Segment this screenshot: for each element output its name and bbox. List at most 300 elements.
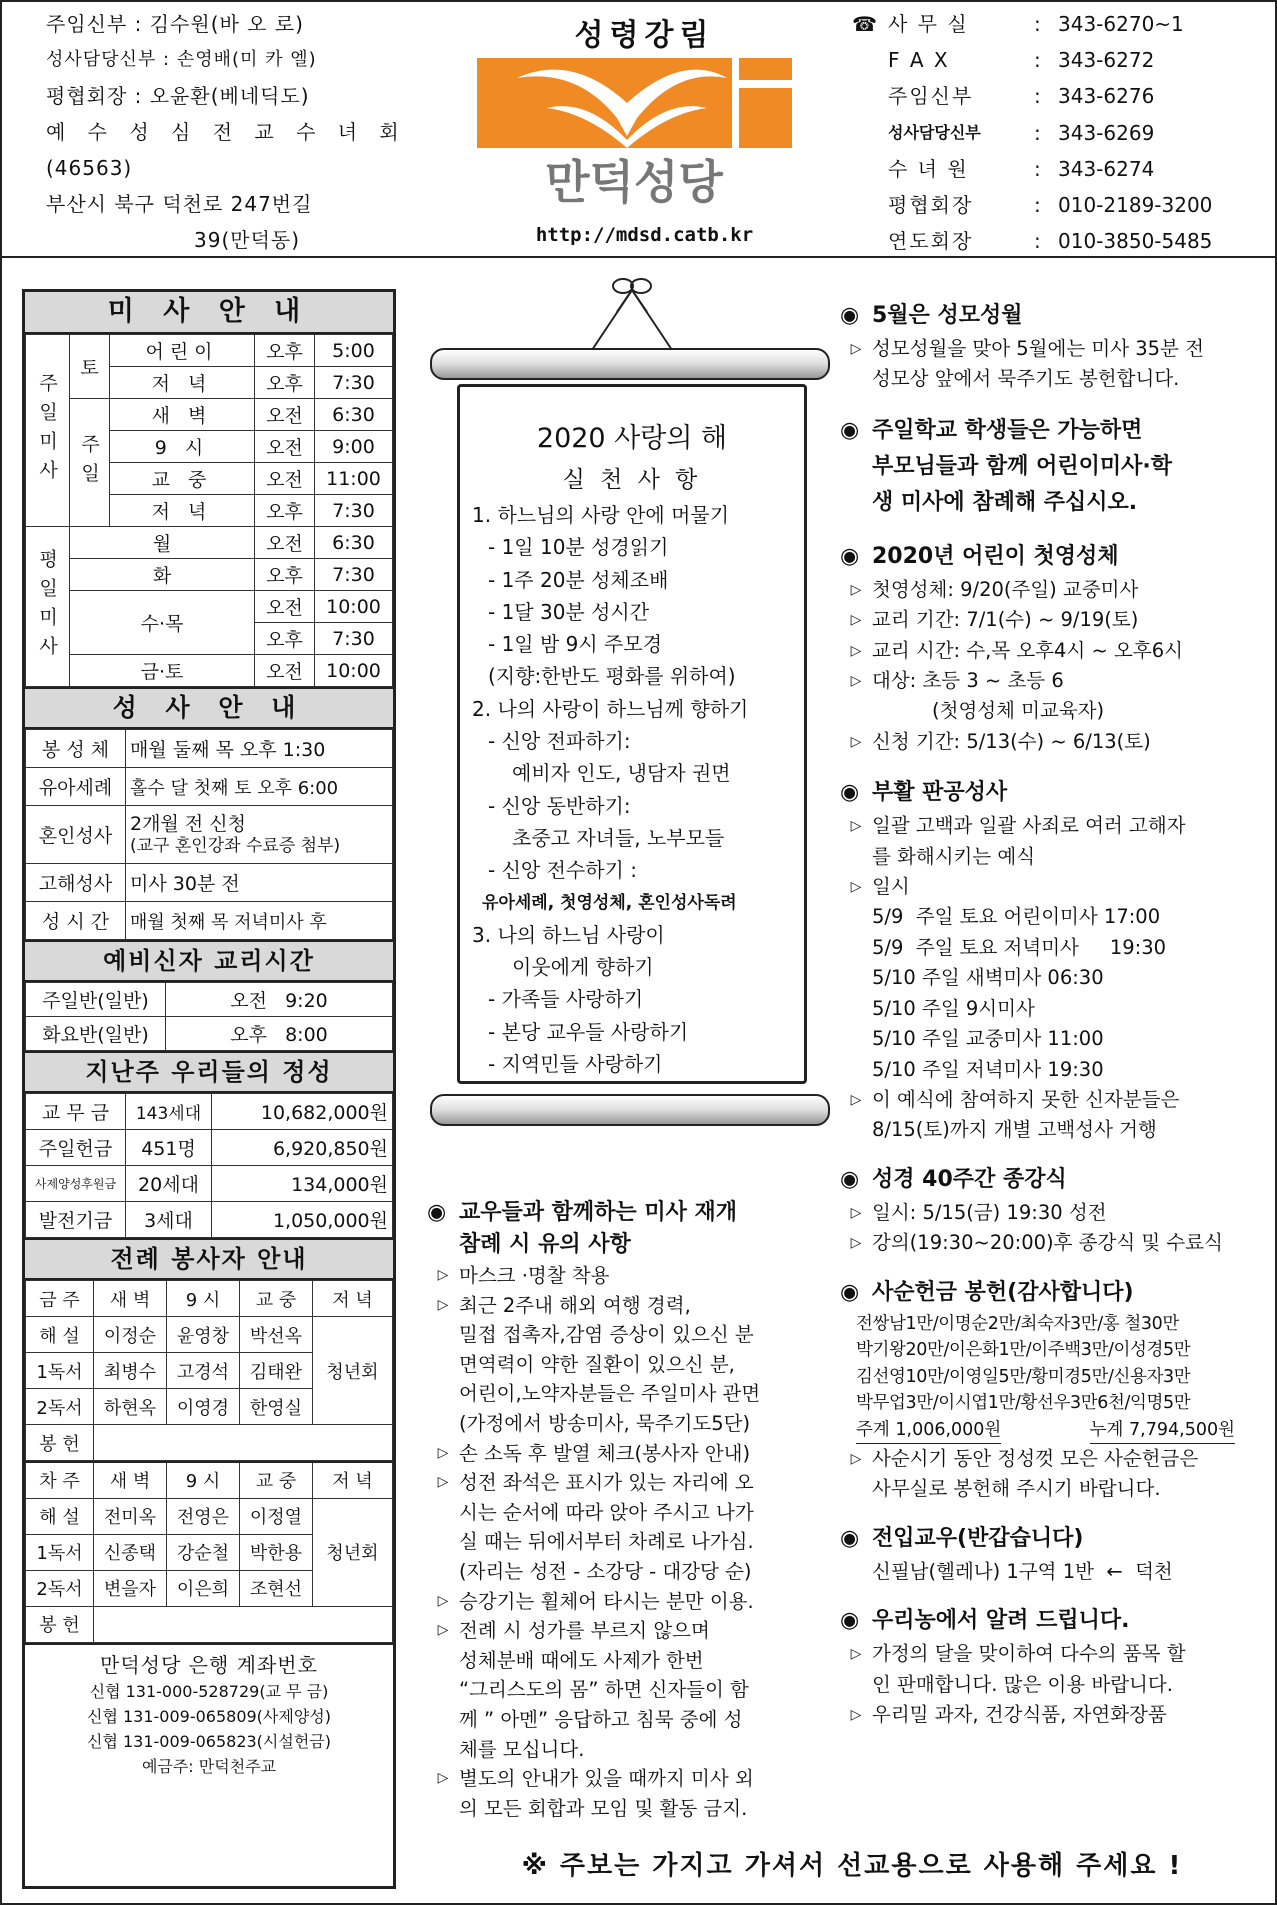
class-time <box>166 1017 393 1051</box>
penance-text: 일괄 고백과 일괄 사죄로 여러 고해자 <box>872 814 1186 838</box>
penance-item <box>840 811 1260 841</box>
class-clock: 9:20 <box>285 990 328 1012</box>
sacrament-value: 미사 30분 전 <box>126 864 393 902</box>
notice-text: 최근 2주내 해외 여행 경력, <box>459 1293 691 1317</box>
server-name: 윤영창 <box>167 1317 240 1353</box>
sacrament-value: 매월 첫째 목 저녁미사 후 <box>126 902 393 940</box>
server-evening: 청년회 <box>313 1317 393 1425</box>
lent-text: 사무실로 봉헌해 주시기 바랍니다. <box>872 1477 1161 1501</box>
practice-line: 초중고 자녀들, 노부모들 <box>512 825 725 850</box>
triangle-icon: ▷ <box>437 1622 449 1639</box>
bullet-icon: ◉ <box>840 417 860 443</box>
contact-label: 연도회장 <box>888 229 974 254</box>
confessor-line: 성사담당신부 : 손영배(미 카 엘) <box>46 49 317 70</box>
contact-row <box>852 187 1272 223</box>
communion-item <box>840 605 1260 635</box>
contact-label: F A X <box>888 48 950 73</box>
farm-notice <box>840 1603 1260 1730</box>
server-role: 2독서 <box>26 1389 94 1425</box>
newcomer-title <box>840 1521 1260 1557</box>
server-name: 김태완 <box>240 1353 313 1389</box>
triangle-icon: ▷ <box>850 1091 862 1108</box>
class-clock: 8:00 <box>285 1024 328 1046</box>
notice-text: 별도의 안내가 있을 때까지 미사 외 <box>459 1767 754 1791</box>
contact-label: 평협회장 <box>888 193 974 218</box>
offering-report <box>25 1053 393 1240</box>
server-name: 이정열 <box>240 1498 313 1534</box>
sunday-school-text: 주일학교 학생들은 가능하면 <box>872 417 1143 443</box>
notice-line: (자리는 성전 - 소강당 - 대강당 순) <box>459 1559 752 1583</box>
newcomer-text: 신필남(헬레나) 1구역 1반 ← 덕천 <box>872 1559 1173 1583</box>
server-role: 1독서 <box>26 1534 94 1570</box>
farm-text: 우리밀 과자, 건강식품, 자연화장품 <box>872 1703 1167 1727</box>
cumulative-total: 누계 7,794,500원 <box>1090 1417 1235 1445</box>
weekday-name: 금·토 <box>70 655 255 687</box>
class-ampm: 오전 <box>230 990 267 1012</box>
triangle-icon: ▷ <box>437 1444 449 1461</box>
donor-line: 김선영10만/이영일5만/황미경5만/신용자3만 <box>856 1366 1191 1387</box>
practice-line: 1. 하느님의 사랑 안에 머물기 <box>472 503 730 527</box>
triangle-icon: ▷ <box>850 1451 862 1468</box>
server-offertory <box>94 1425 393 1461</box>
server-name: 한영실 <box>240 1389 313 1425</box>
triangle-icon: ▷ <box>850 879 862 896</box>
contact-row <box>852 223 1272 259</box>
servers-info <box>25 1240 393 1645</box>
scroll-rod-bottom <box>430 1094 830 1126</box>
server-name: 이영경 <box>167 1389 240 1425</box>
mass-name: 새 벽 <box>110 399 255 431</box>
newcomer-title-text: 전입교우(반갑습니다) <box>872 1525 1084 1551</box>
triangle-icon: ▷ <box>437 1770 449 1787</box>
penance-date: 5/9 주일 토요 저녁미사 19:30 <box>872 935 1167 959</box>
practice-line: 2. 나의 사랑이 하느님께 향하기 <box>472 696 749 721</box>
donor-line: 박기왕20만/이은화1만/이주백3만/이성경5만 <box>856 1340 1191 1361</box>
offering-title: 지난주 우리들의 정성 <box>25 1053 393 1093</box>
newcomer-notice <box>840 1521 1260 1587</box>
phone-icon <box>852 187 888 223</box>
bible-item <box>840 1228 1260 1258</box>
penance-title-text: 부활 판공성사 <box>872 780 1008 806</box>
triangle-icon: ▷ <box>850 612 862 629</box>
server-role: 1독서 <box>26 1353 94 1389</box>
communion-item <box>840 727 1260 757</box>
mass-time: 10:00 <box>315 591 393 623</box>
contact-value[interactable]: 343-6274 <box>1058 156 1155 181</box>
notice-text: 손 소독 후 발열 체크(봉사자 안내) <box>459 1441 751 1465</box>
server-role: 해 설 <box>26 1317 94 1353</box>
triangle-icon: ▷ <box>850 1707 862 1724</box>
triangle-icon: ▷ <box>850 341 862 357</box>
sacrament-title: 성 사 안 내 <box>25 689 393 729</box>
may-text: 성모상 앞에서 묵주기도 봉헌합니다. <box>872 367 1180 391</box>
penance-title <box>840 775 1260 811</box>
server-name: 변을자 <box>94 1570 167 1606</box>
notice-line: 께 ” 아멘” 응답하고 침묵 중에 성 <box>459 1707 743 1731</box>
farm-title <box>840 1603 1260 1639</box>
mass-ampm: 오전 <box>255 399 315 431</box>
offering-count: 20세대 <box>126 1166 212 1202</box>
sunday-label: 주일 <box>70 399 110 527</box>
mass-name: 교 중 <box>110 463 255 495</box>
mass-resume-notice <box>427 1197 822 1823</box>
sunday-school-text: 부모님들과 함께 어린이미사·학 <box>872 453 1172 479</box>
servers-next-week <box>25 1461 393 1643</box>
sunday-mass-label: 주일미사 <box>26 335 70 527</box>
server-role: 2독서 <box>26 1570 94 1606</box>
offering-amount: 1,050,000원 <box>212 1202 393 1238</box>
phone-icon <box>852 115 888 151</box>
sacrament-name: 성 시 간 <box>26 902 126 940</box>
notice-line: 밀접 접촉자,감염 증상이 있으신 분 <box>459 1323 754 1347</box>
notice-line: 성체분배 때에도 사제가 한번 <box>459 1648 704 1672</box>
mass-ampm: 오후 <box>255 367 315 399</box>
server-name: 하현옥 <box>94 1389 167 1425</box>
class-ampm: 오후 <box>230 1024 267 1046</box>
notice-line <box>427 1468 822 1498</box>
practice-line: - 지역민들 사랑하기 <box>488 1052 663 1077</box>
phone-icon: ☎ <box>852 12 877 36</box>
notice-line: 실 때는 뒤에서부터 차례로 나가심. <box>459 1530 754 1554</box>
bullet-icon: ◉ <box>840 1279 860 1305</box>
server-role: 봉 헌 <box>26 1606 94 1642</box>
contact-label: 주임신부 <box>888 84 974 109</box>
server-name: 전미옥 <box>94 1498 167 1534</box>
mass-name: 9 시 <box>110 431 255 463</box>
penance-text: 이 예식에 참여하지 못한 신자분들은 <box>872 1087 1180 1111</box>
may-line <box>840 334 1260 364</box>
contact-label: 사 무 실 <box>888 12 969 36</box>
practice-line: 3. 나의 하느님 사랑이 <box>472 922 665 947</box>
saturday-label: 토 <box>70 335 110 399</box>
lent-item <box>840 1444 1260 1474</box>
bible-text: 일시: 5/15(금) 19:30 성전 <box>872 1200 1107 1224</box>
bullet-icon: ◉ <box>840 1166 860 1192</box>
bible-text: 강의(19:30~20:00)후 종강식 및 수료식 <box>872 1231 1223 1255</box>
logo-text: 만덕성당 <box>545 155 723 209</box>
penance-date: 5/10 주일 새벽미사 06:30 <box>872 966 1104 990</box>
communion-text: 신청 기간: 5/13(수) ~ 6/13(토) <box>872 729 1151 753</box>
mass-time: 7:30 <box>315 623 393 655</box>
triangle-icon: ▷ <box>850 1646 862 1663</box>
contact-sep: : <box>1034 48 1041 73</box>
bible-title-text: 성경 40주간 종강식 <box>872 1166 1067 1192</box>
sacrament-name: 봉 성 체 <box>26 730 126 768</box>
mass-ampm: 오후 <box>255 495 315 527</box>
server-offertory <box>94 1606 393 1642</box>
notice-text: 전례 시 성가를 부르지 않으며 <box>459 1619 710 1643</box>
notice-title-line: 참례 시 유의 사항 <box>459 1232 631 1257</box>
left-column <box>22 289 396 1889</box>
penance-text: 를 화해시키는 예식 <box>872 844 1036 868</box>
mass-time: 6:30 <box>315 399 393 431</box>
contact-list <box>852 6 1272 259</box>
penance-date: 5/10 주일 교중미사 11:00 <box>872 1027 1104 1051</box>
donor-line: 박무업3만/이시엽1만/황선우3만6천/익명5만 <box>856 1393 1191 1414</box>
mass-ampm: 오후 <box>255 623 315 655</box>
sacrament-name: 유아세례 <box>26 768 126 806</box>
farm-text: 가정의 달을 맞이하여 다수의 품목 할 <box>872 1642 1186 1666</box>
contact-sep: : <box>1034 12 1041 36</box>
triangle-icon: ▷ <box>850 581 862 598</box>
scroll-title: 2020 사랑의 해 <box>536 423 728 454</box>
footer-message: ※ 주보는 가지고 가셔서 선교용으로 사용해 주세요 ! <box>521 1851 1183 1881</box>
farm-title-text: 우리농에서 알려 드립니다. <box>872 1608 1130 1634</box>
address-line2: 39(만덕동) <box>194 228 301 252</box>
triangle-icon: ▷ <box>437 1592 449 1609</box>
notice-line: 면역력이 약한 질환이 있으신 분, <box>459 1352 735 1376</box>
bank-accounts <box>25 1645 393 1779</box>
practice-line: (지향:한반도 평화를 위하여) <box>488 664 736 689</box>
practice-line: - 1주 20분 성체조배 <box>488 567 669 592</box>
practice-line: - 1달 30분 성시간 <box>488 599 650 624</box>
catechumen-schedule <box>25 942 393 1053</box>
notice-items <box>427 1261 822 1823</box>
phone-icon <box>852 78 888 114</box>
sunday-school-notice <box>840 413 1260 521</box>
farm-text: 인 판매합니다. 많은 이용 바랍니다. <box>872 1672 1173 1696</box>
phone-icon <box>852 42 888 78</box>
offering-kind: 발전기금 <box>26 1202 126 1238</box>
sisters-line: 예 수 성 심 전 교 수 녀 회 <box>46 120 407 144</box>
mass-time: 5:00 <box>315 335 393 367</box>
header <box>2 2 1275 258</box>
weekday-name: 수·목 <box>70 591 255 655</box>
practice-line: - 가족들 사랑하기 <box>488 987 644 1012</box>
mass-ampm: 오전 <box>255 527 315 559</box>
contact-value[interactable]: 343-6270~1 <box>1058 12 1184 36</box>
servers-head: 저 녁 <box>313 1281 393 1317</box>
mass-time: 7:30 <box>315 367 393 399</box>
servers-title: 전례 봉사자 안내 <box>25 1240 393 1280</box>
sacrament-value: 매월 둘째 목 오후 1:30 <box>126 730 393 768</box>
notice-line: (가정에서 방송미사, 묵주기도5단) <box>459 1411 751 1435</box>
bank-title: 만덕성당 은행 계좌번호 <box>100 1652 318 1677</box>
notice-line <box>427 1291 822 1321</box>
weekday-mass-label: 평일미사 <box>26 527 70 687</box>
mass-name: 저 녁 <box>110 495 255 527</box>
penance-date: 5/10 주일 저녁미사 19:30 <box>872 1057 1104 1081</box>
may-title <box>840 298 1260 334</box>
penance-item <box>840 872 1260 902</box>
server-name: 최병수 <box>94 1353 167 1389</box>
server-name: 이은희 <box>167 1570 240 1606</box>
lent-text: 사순시기 동안 정성껏 모은 사순헌금은 <box>872 1447 1199 1471</box>
notice-line <box>427 1587 822 1617</box>
contact-value[interactable]: 010-2189-3200 <box>1058 193 1213 218</box>
server-name: 박한용 <box>240 1534 313 1570</box>
address-line1: 부산시 북구 덕천로 247번길 <box>46 192 313 216</box>
donor-line: 전쌍남1만/이명순2만/최숙자3만/홍 철30만 <box>856 1313 1179 1334</box>
triangle-icon: ▷ <box>437 1474 449 1491</box>
servers-head: 9 시 <box>167 1281 240 1317</box>
class-name: 주일반(일반) <box>26 983 166 1017</box>
scroll-banner <box>427 272 837 1142</box>
notice-text: 마스크 ·명찰 착용 <box>459 1264 610 1287</box>
mass-name: 저 녁 <box>110 367 255 399</box>
offering-kind: 사제양성후원금 <box>26 1166 126 1202</box>
offering-table <box>25 1093 393 1238</box>
weekly-total: 주계 1,006,000원 <box>856 1417 1001 1445</box>
bullet-icon: ◉ <box>840 543 860 569</box>
penance-date: 5/9 주일 토요 어린이미사 17:00 <box>872 905 1161 929</box>
bullet-icon: ◉ <box>840 303 860 328</box>
mass-ampm: 오후 <box>255 559 315 591</box>
sacrament-info <box>25 689 393 942</box>
bullet-icon: ◉ <box>840 1525 860 1551</box>
notice-line <box>427 1764 822 1794</box>
right-column <box>840 298 1260 1740</box>
contact-value[interactable]: 010-3850-5485 <box>1058 229 1213 254</box>
notice-line: 체를 모십니다. <box>459 1737 585 1761</box>
communion-text: 첫영성체: 9/20(주일) 교중미사 <box>872 577 1139 601</box>
contact-label: 수 녀 원 <box>888 156 969 181</box>
header-left-info <box>46 6 446 258</box>
server-name: 박선옥 <box>240 1317 313 1353</box>
servers-head: 9 시 <box>167 1462 240 1498</box>
scroll-subtitle: 실 천 사 항 <box>562 467 702 493</box>
notice-text: 승강기는 휠체어 타시는 분만 이용. <box>459 1589 754 1613</box>
offering-amount: 134,000원 <box>212 1166 393 1202</box>
phone-icon <box>852 223 888 259</box>
offering-count: 451명 <box>126 1130 212 1166</box>
parish-url[interactable]: http://mdsd.catb.kr <box>535 224 754 246</box>
sacrament-name: 고해성사 <box>26 864 126 902</box>
class-time <box>166 983 393 1017</box>
lent-offering-notice <box>840 1275 1260 1505</box>
triangle-icon: ▷ <box>850 1235 862 1252</box>
penance-date: 5/10 주일 9시미사 <box>872 996 1035 1020</box>
council-line: 평협회장 : 오윤환(베네딕도) <box>46 84 310 108</box>
server-name: 조현선 <box>240 1570 313 1606</box>
scroll-paper <box>457 384 807 1084</box>
practice-list <box>460 417 810 1080</box>
servers-head: 저 녁 <box>313 1462 393 1498</box>
practice-line: - 1일 10분 성경읽기 <box>488 535 669 560</box>
bullet-icon: ◉ <box>840 780 860 806</box>
server-evening: 청년회 <box>313 1498 393 1606</box>
triangle-icon: ▷ <box>437 1296 449 1313</box>
contact-value[interactable]: 343-6269 <box>1058 120 1155 145</box>
server-name: 신종택 <box>94 1534 167 1570</box>
bible-title <box>840 1162 1260 1198</box>
notice-line: “그리스도의 몸” 하면 신자들이 함 <box>459 1678 749 1702</box>
bank-line: 예금주: 만덕천주교 <box>141 1756 277 1776</box>
weekday-name: 화 <box>70 559 255 591</box>
mass-name: 어린이 <box>110 335 255 367</box>
offering-count: 3세대 <box>126 1202 212 1238</box>
penance-notice <box>840 775 1260 1145</box>
phone-icon <box>852 151 888 187</box>
mass-time: 11:00 <box>315 463 393 495</box>
notice-text: 성전 좌석은 표시가 있는 자리에 오 <box>459 1471 754 1495</box>
lent-title <box>840 1275 1260 1311</box>
contact-row <box>852 151 1272 187</box>
triangle-icon: ▷ <box>850 673 862 690</box>
lent-title-text: 사순헌금 봉헌(감사합니다) <box>872 1279 1134 1305</box>
communion-notice <box>840 539 1260 757</box>
server-role: 봉 헌 <box>26 1425 94 1461</box>
triangle-icon: ▷ <box>850 1204 862 1221</box>
communion-text: 대상: 초등 3 ~ 초등 6 <box>872 669 1064 693</box>
postal-code: (46563) <box>46 156 133 180</box>
practice-line: 이웃에게 향하기 <box>512 955 654 980</box>
servers-head: 새 벽 <box>94 1281 167 1317</box>
notice-title-line: 교우들과 함께하는 미사 재개 <box>459 1200 738 1225</box>
bible-notice <box>840 1162 1260 1259</box>
farm-item <box>840 1700 1260 1730</box>
sacrament-name: 혼인성사 <box>26 806 126 864</box>
mass-ampm: 오전 <box>255 431 315 463</box>
servers-head: 교 중 <box>240 1281 313 1317</box>
catechumen-title: 예비신자 교리시간 <box>25 942 393 982</box>
sunday-school-text: 생 미사에 참례해 주십시오. <box>872 489 1138 515</box>
bank-line: 신협 131-009-065809(사제양성) <box>86 1706 331 1726</box>
mass-schedule <box>25 292 393 689</box>
server-name: 강순철 <box>167 1534 240 1570</box>
practice-line: - 1일 밤 9시 주모경 <box>488 632 663 657</box>
triangle-icon: ▷ <box>850 733 862 750</box>
mass-title: 미 사 안 내 <box>25 292 393 334</box>
contact-value[interactable]: 343-6276 <box>1058 84 1155 109</box>
communion-text: 교리 시간: 수,목 오후4시 ~ 오후6시 <box>872 638 1183 662</box>
contact-sep: : <box>1034 193 1041 218</box>
farm-item <box>840 1639 1260 1669</box>
offering-amount: 6,920,850원 <box>212 1130 393 1166</box>
lent-totals <box>840 1417 1235 1445</box>
notice-line: 어린이,노약자분들은 주일미사 관면 <box>459 1382 761 1406</box>
bullet-icon: ◉ <box>427 1200 447 1225</box>
may-title-text: 5월은 성모성월 <box>872 303 1023 328</box>
contact-row <box>852 78 1272 114</box>
servers-this-week <box>25 1280 393 1461</box>
bank-line: 신협 131-009-065823(시설헌금) <box>86 1731 331 1751</box>
sacrament-table <box>25 729 393 940</box>
notice-line <box>427 1261 822 1291</box>
notice-line <box>427 1439 822 1469</box>
offering-kind: 주일헌금 <box>26 1130 126 1166</box>
weekday-name: 월 <box>70 527 255 559</box>
offering-kind: 교 무 금 <box>26 1094 126 1130</box>
server-name: 전영은 <box>167 1498 240 1534</box>
offering-count: 143세대 <box>126 1094 212 1130</box>
practice-line: - 본당 교우들 사랑하기 <box>488 1019 689 1044</box>
contact-row <box>852 6 1272 42</box>
contact-sep: : <box>1034 229 1041 254</box>
contact-sep: : <box>1034 120 1041 145</box>
communion-title-text: 2020년 어린이 첫영성체 <box>872 543 1119 569</box>
servers-head: 교 중 <box>240 1462 313 1498</box>
mass-ampm: 오전 <box>255 463 315 495</box>
triangle-icon: ▷ <box>850 642 862 659</box>
penance-item <box>840 1085 1260 1115</box>
communion-text: 교리 기간: 7/1(수) ~ 9/19(토) <box>872 608 1139 632</box>
contact-label: 성사담당신부 <box>888 122 981 142</box>
servers-head: 새 벽 <box>94 1462 167 1498</box>
scroll-lines <box>468 499 810 1080</box>
class-name: 화요반(일반) <box>26 1017 166 1051</box>
communion-item <box>840 666 1260 696</box>
bank-line: 신협 131-000-528729(교 무 금) <box>89 1681 329 1701</box>
communion-title <box>840 539 1260 575</box>
contact-value[interactable]: 343-6272 <box>1058 48 1155 73</box>
practice-line: - 신앙 전파하기: <box>488 729 631 754</box>
mass-table <box>25 334 393 687</box>
sacrament-note: (교구 혼인강좌 수료증 첨부) <box>130 835 341 856</box>
mass-ampm: 오전 <box>255 655 315 687</box>
sacrament-value: 홀수 달 첫째 토 오후 6:00 <box>126 768 393 806</box>
notice-title <box>427 1197 822 1261</box>
